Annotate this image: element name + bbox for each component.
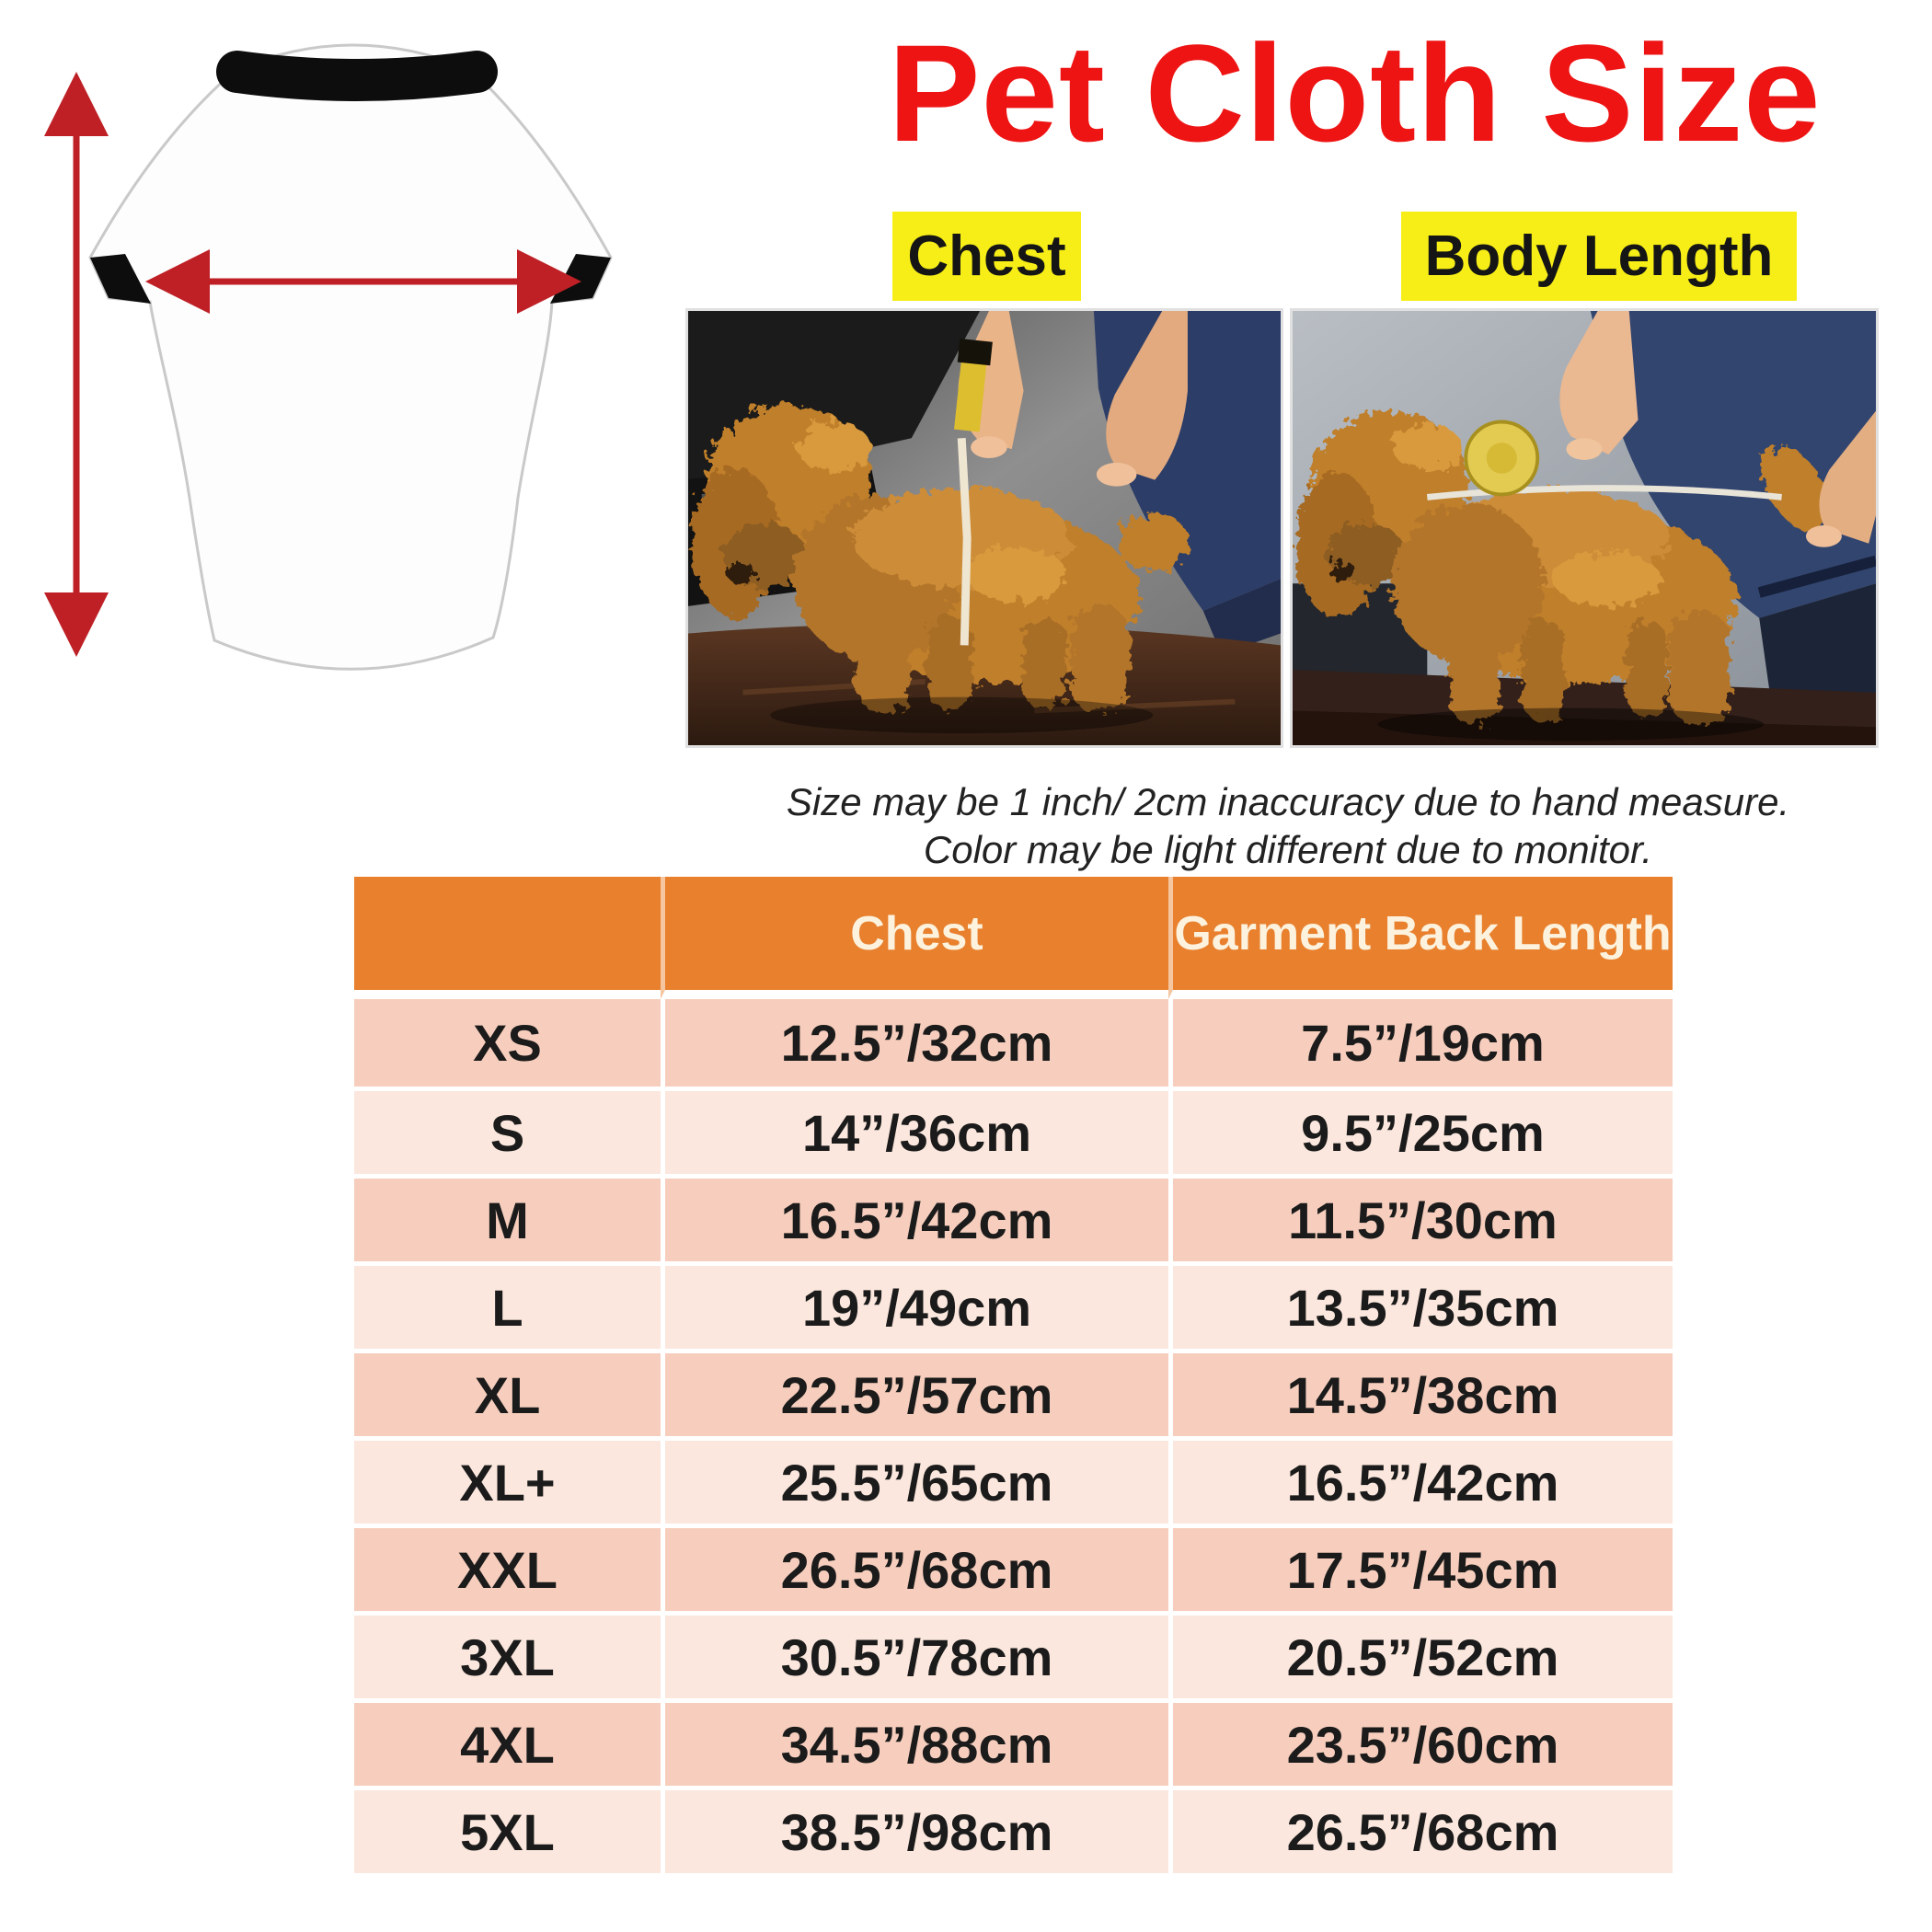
chest-cell: 19”/49cm [661,1261,1168,1349]
table-row [354,1524,1673,1611]
chest-cell: 34.5”/88cm [661,1698,1168,1786]
table-header-row [354,877,1673,999]
chest-cell: 12.5”/32cm [661,999,1168,1087]
size-cell: M [354,1174,661,1261]
table-row [354,1611,1673,1698]
disclaimer-line-2: Color may be light different due to monitor. [923,828,1653,871]
chest-label: Chest [892,212,1081,301]
chest-cell: 38.5”/98cm [661,1786,1168,1873]
back-length-cell: 9.5”/25cm [1168,1087,1673,1174]
page-title: Pet Cloth Size [888,16,1822,170]
body-length-photo-illustration [1293,311,1876,745]
table-row [354,1261,1673,1349]
back-length-cell: 13.5”/35cm [1168,1261,1673,1349]
chest-cell: 26.5”/68cm [661,1524,1168,1611]
body-length-measure-photo [1290,308,1879,748]
tshirt-outline [90,45,611,669]
chest-cell: 14”/36cm [661,1087,1168,1174]
table-row [354,1436,1673,1524]
table-row [354,1349,1673,1436]
back-length-cell: 7.5”/19cm [1168,999,1673,1087]
body-length-label: Body Length [1401,212,1797,301]
size-cell: XXL [354,1524,661,1611]
collar-band [237,72,477,80]
tshirt-diagram-svg [0,0,699,874]
size-cell: 5XL [354,1786,661,1873]
back-length-cell: 17.5”/45cm [1168,1524,1673,1611]
chest-measure-photo [685,308,1283,748]
chest-cell: 30.5”/78cm [661,1611,1168,1698]
size-cell: XS [354,999,661,1087]
table-row [354,1786,1673,1873]
chest-photo-illustration [688,311,1281,745]
back-length-cell: 16.5”/42cm [1168,1436,1673,1524]
size-cell: XL [354,1349,661,1436]
size-column-header [354,877,661,999]
size-cell: 3XL [354,1611,661,1698]
back-length-cell: 26.5”/68cm [1168,1786,1673,1873]
tshirt-measurement-diagram [0,0,699,874]
back-length-cell: 11.5”/30cm [1168,1174,1673,1261]
chest-column-header: Chest [661,877,1168,999]
size-cell: S [354,1087,661,1174]
back-length-cell: 14.5”/38cm [1168,1349,1673,1436]
table-row [354,1087,1673,1174]
size-cell: XL+ [354,1436,661,1524]
size-cell: L [354,1261,661,1349]
back-length-cell: 23.5”/60cm [1168,1698,1673,1786]
size-table [354,877,1673,1873]
back-length-column-header: Garment Back Length [1168,877,1673,999]
size-cell: 4XL [354,1698,661,1786]
table-row [354,1698,1673,1786]
table-row [354,1174,1673,1261]
table-row [354,999,1673,1087]
chest-cell: 16.5”/42cm [661,1174,1168,1261]
chest-cell: 25.5”/65cm [661,1436,1168,1524]
disclaimer-line-1: Size may be 1 inch/ 2cm inaccuracy due to hand measure. [786,780,1790,823]
chest-cell: 22.5”/57cm [661,1349,1168,1436]
disclaimer-text [653,778,1923,874]
back-length-cell: 20.5”/52cm [1168,1611,1673,1698]
